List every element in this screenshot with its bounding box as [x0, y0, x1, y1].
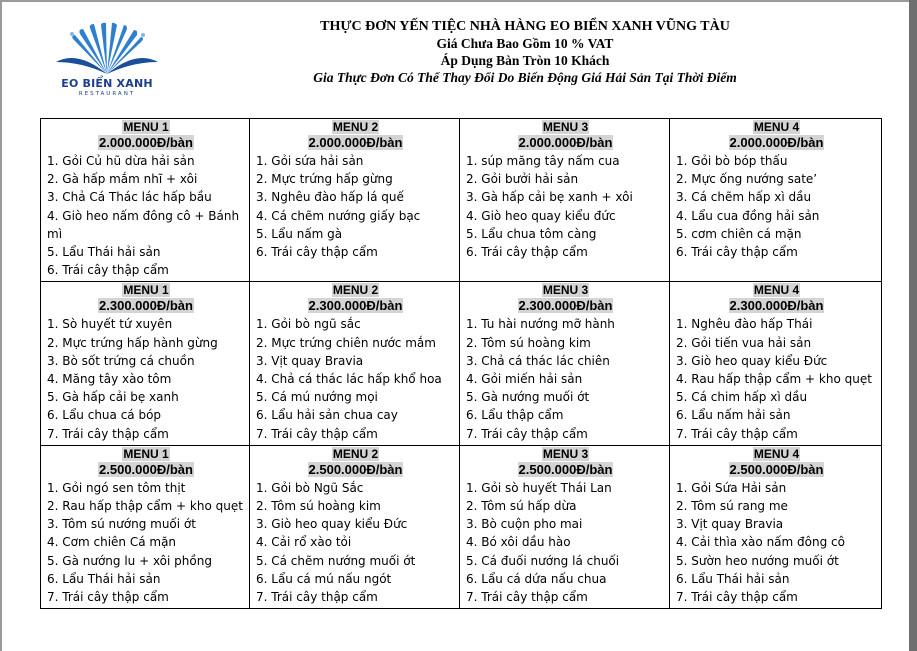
menu-dish-item: 5. Gà nướng muối ớt — [466, 390, 590, 405]
menu-dish-item: 7. Trái cây thập cẩm — [676, 590, 798, 605]
menu-cell — [250, 282, 460, 445]
menu-dish-item: 5. Lẩu nấm gà — [256, 226, 343, 241]
menu-dish-item: 3. Tôm sú nướng muối ớt — [47, 517, 196, 532]
menu-dish-item: 4. Bó xôi dầu hào — [466, 535, 571, 550]
menu-cell — [41, 119, 250, 282]
menu-name — [676, 283, 877, 297]
menu-dish-item: 4. Cá chẽm nướng giấy bạc — [256, 208, 421, 223]
menu-dish-item: 4. Giò heo quay kiểu đức — [466, 208, 616, 223]
menu-cell — [41, 282, 250, 445]
menu-dish-item: 6. Lẩu cá dứa nấu chua — [466, 571, 607, 586]
menu-dish-item: 4. Chả cá thác lác hấp khổ hoa — [256, 372, 442, 387]
menu-dish-item: 3. Bò cuộn pho mai — [466, 517, 583, 532]
menu-cell — [250, 119, 460, 282]
menu-price — [466, 134, 665, 152]
menu-cell — [460, 445, 670, 608]
restaurant-logo — [48, 22, 166, 100]
menu-price — [676, 134, 877, 152]
menu-dish-item: 4. Cơm chiên Cá mặn — [47, 535, 177, 550]
menu-dish-item: 1. Gỏi sứa hải sản — [256, 154, 364, 168]
menu-dish-item: 1. súp măng tây nấm cua — [466, 154, 620, 168]
menu-name-text: MENU 4 — [753, 283, 800, 298]
menu-cell — [460, 282, 670, 445]
menu-dish-item: 5. cơm chiên cá mặn — [676, 226, 802, 241]
menu-name — [47, 120, 245, 134]
menu-price — [676, 297, 877, 315]
menu-dish-item: 6. Trái cây thập cẩm — [256, 245, 378, 260]
logo-name: EO BIỂN XANH — [61, 77, 153, 90]
menu-price — [466, 461, 665, 479]
menu-dish-item: 5. Gà nướng lu + xôi phồng — [47, 553, 212, 568]
menu-price — [466, 297, 665, 315]
menu-dish-item: 6. Lẩu hải sản chua cay — [256, 408, 398, 423]
menu-price-text: 2.500.000Đ/bàn — [99, 461, 193, 477]
menu-cell — [670, 445, 882, 608]
menu-name — [466, 447, 665, 461]
menu-dish-item: 7. Trái cây thập cẩm — [466, 426, 588, 441]
menu-name-text: MENU 3 — [542, 283, 589, 298]
menu-dish-item: 4. Cải rổ xào tỏi — [256, 535, 352, 550]
menu-dish-item: 5. Cá đuối nướng lá chuối — [466, 553, 620, 568]
menu-dish-item: 1. Nghêu đào hấp Thái — [676, 317, 813, 332]
menu-dish-item: 3. Nghêu đào hấp lá quế — [256, 190, 404, 205]
menu-cell — [670, 119, 882, 282]
menu-name — [466, 283, 665, 297]
menu-price-text: 2.500.000Đ/bàn — [308, 461, 403, 477]
menu-dish-item: 1. Gỏi bò ngũ sắc — [256, 317, 361, 332]
menu-tier-row — [41, 119, 882, 282]
menu-dish-item: 2. Tôm sú hoàng kim — [256, 499, 381, 514]
menu-dish-item: 1. Gỏi ngó sen tôm thịt — [47, 480, 186, 495]
menu-dish-item: 4. Măng tây xào tôm — [47, 372, 172, 387]
logo-subtitle: RESTAURANT — [78, 91, 136, 97]
shell-logo-icon — [48, 22, 166, 78]
menu-price-text: 2.300.000Đ/bàn — [518, 298, 613, 314]
menu-dish-item: 5. Lẩu Thái hải sản — [47, 245, 161, 260]
menu-dish-item: 1. Tu hài nướng mỡ hành — [466, 317, 615, 332]
menu-cell — [41, 445, 250, 608]
menu-dish-item: 6. Trái cây thập cẩm — [676, 245, 798, 260]
menu-dish-item: 5. Cá chẽm nướng muối ớt — [256, 553, 416, 568]
table-size-note: Áp Dụng Bàn Tròn 10 Khách — [440, 53, 610, 68]
menu-name — [466, 120, 665, 134]
menu-name — [256, 120, 455, 134]
menu-dish-item: 7. Trái cây thập cẩm — [256, 590, 378, 605]
menu-name-text: MENU 4 — [753, 446, 800, 461]
menu-dish-item: 1. Gỏi bò Ngũ Sắc — [256, 480, 364, 495]
menu-dish-item: 7. Trái cây thập cẩm — [256, 426, 378, 441]
menu-price-text: 2.500.000Đ/bàn — [729, 461, 824, 477]
menu-dish-item: 5. Lẩu chua tôm càng — [466, 226, 597, 241]
menu-name-text: MENU 1 — [123, 283, 169, 298]
menu-dish-item: 2. Gà hấp mắm nhĩ + xôi — [47, 172, 198, 187]
menu-name-text: MENU 3 — [542, 120, 589, 134]
menu-header — [230, 18, 820, 86]
menu-price-text: 2.000.000Đ/bàn — [729, 135, 824, 150]
menu-dish-item: 7. Trái cây thập cẩm — [676, 426, 798, 441]
page-border-left — [0, 0, 2, 651]
menu-dish-item: 5. Sườn heo nướng muối ớt — [676, 553, 839, 568]
menu-price-text: 2.300.000Đ/bàn — [729, 298, 824, 314]
menu-dish-item: 4. Gỏi miến hải sản — [466, 372, 583, 387]
menu-dish-item: 3. Gà hấp cải bẹ xanh + xôi — [466, 190, 633, 205]
price-change-note: Gia Thực Đơn Có Thể Thay Đổi Do Biến Động Giá Hải Sản Tại Thời Điểm — [313, 70, 737, 85]
menu-name — [256, 283, 455, 297]
menu-dish-item: 5. Cá chim hấp xì dầu — [676, 390, 808, 405]
menu-name — [256, 447, 455, 461]
menu-dish-item: 5. Gà hấp cải bẹ xanh — [47, 390, 179, 405]
menu-price-text: 2.000.000Đ/bàn — [99, 135, 193, 150]
menu-price — [47, 297, 245, 315]
menu-price — [47, 134, 245, 152]
menu-tier-row — [41, 445, 882, 608]
menu-price-text: 2.000.000Đ/bàn — [518, 135, 613, 150]
menu-name-text: MENU 2 — [332, 283, 379, 298]
menu-dish-item: 2. Mực trứng hấp gừng — [256, 172, 393, 187]
menu-dish-item: 2. Tôm sú hoàng kim — [466, 335, 591, 350]
menu-dish-item: 2. Gỏi tiến vua hải sản — [676, 335, 812, 350]
menu-dish-item: 1. Gỏi Sứa Hải sản — [676, 480, 787, 495]
menu-dish-item: 4. Cải thìa xào nấm đông cô — [676, 535, 845, 550]
menu-price-text: 2.300.000Đ/bàn — [308, 298, 403, 314]
menu-dish-item: 4. Lẩu cua đồng hải sản — [676, 208, 820, 223]
menu-dish-item: 7. Trái cây thập cẩm — [47, 590, 169, 605]
menu-dish-item: 2. Mực ống nướng sate’ — [676, 172, 818, 187]
menu-dish-item: 2. Mực trứng hấp hành gừng — [47, 335, 218, 350]
menu-price — [256, 297, 455, 315]
menu-dish-item: 6. Lẩu Thái hải sản — [676, 571, 790, 586]
menu-dish-item: 4. Giò heo nấm đông cô + Bánh mì — [47, 208, 240, 241]
menu-price-text: 2.300.000Đ/bàn — [99, 298, 193, 314]
menu-dish-item: 7. Trái cây thập cẩm — [466, 590, 588, 605]
menu-price — [256, 134, 455, 152]
menu-name — [47, 283, 245, 297]
menu-cell — [250, 445, 460, 608]
menu-dish-item: 2. Tôm sú hấp dừa — [466, 499, 577, 514]
menu-dish-item: 1. Gỏi sò huyết Thái Lan — [466, 480, 612, 495]
menu-name-text: MENU 1 — [123, 446, 169, 461]
menu-price-text: 2.500.000Đ/bàn — [518, 461, 613, 477]
menu-dish-item: 6. Lẩu thập cẩm — [466, 408, 564, 423]
menu-dish-item: 3. Giò heo quay kiểu Đức — [256, 517, 408, 532]
vat-note: Giá Chưa Bao Gồm 10 % VAT — [436, 36, 614, 51]
menu-dish-item: 2. Rau hấp thập cẩm + kho quẹt — [47, 499, 243, 514]
scrollbar-edge — [909, 0, 917, 651]
menu-dish-item: 3. Cá chẽm hấp xì dầu — [676, 190, 812, 205]
menu-dish-item: 3. Bò sốt trứng cá chuồn — [47, 353, 195, 368]
menu-dish-item: 1. Sò huyết tứ xuyên — [47, 317, 173, 332]
menu-dish-item: 7. Trái cây thập cẩm — [47, 426, 169, 441]
menu-name-text: MENU 3 — [542, 446, 589, 461]
menu-dish-item: 3. Giò heo quay kiểu Đức — [676, 353, 828, 368]
menu-cell — [460, 119, 670, 282]
menu-dish-item: 2. Mực trứng chiên nước mắm — [256, 335, 436, 350]
menu-name-text: MENU 2 — [332, 120, 379, 134]
menu-name — [676, 120, 877, 134]
menu-dish-item: 1. Gỏi bò bóp thấu — [676, 154, 788, 168]
menu-name — [47, 447, 245, 461]
menu-dish-item: 5. Cá mú nướng mọi — [256, 390, 378, 405]
menu-dish-item: 6. Lẩu Thái hải sản — [47, 571, 161, 586]
menu-dish-item: 2. Tôm sú rang me — [676, 499, 788, 514]
menu-name-text: MENU 2 — [332, 446, 379, 461]
menu-dish-item: 6. Lẩu nấm hải sản — [676, 408, 791, 423]
page-border-top — [0, 0, 917, 2]
menu-price — [676, 461, 877, 479]
menu-dish-item: 6. Trái cây thập cẩm — [466, 245, 588, 260]
menu-name-text: MENU 1 — [123, 120, 169, 134]
menu-dish-item: 4. Rau hấp thập cẩm + kho quẹt — [676, 372, 872, 387]
menu-dish-item: 6. Lẩu chua cá bóp — [47, 408, 162, 423]
menu-dish-item: 6. Trái cây thập cẩm — [47, 263, 169, 278]
menu-cell — [670, 282, 882, 445]
menu-price — [256, 461, 455, 479]
menu-table — [40, 118, 882, 609]
menu-name-text: MENU 4 — [753, 120, 800, 134]
menu-tier-row — [41, 282, 882, 445]
menu-dish-item: 3. Vịt quay Bravia — [676, 517, 784, 532]
menu-dish-item: 3. Chả Cá Thác lác hấp bầu — [47, 190, 212, 205]
menu-name — [676, 447, 877, 461]
menu-dish-item: 3. Vịt quay Bravia — [256, 353, 364, 368]
menu-dish-item: 6. Lẩu cá mú nấu ngót — [256, 571, 392, 586]
menu-dish-item: 3. Chả cá thác lác chiên — [466, 353, 610, 368]
page-title: THỰC ĐƠN YẾN TIỆC NHÀ HÀNG EO BIỂN XANH VŨNG TÀU — [320, 19, 730, 34]
menu-price-text: 2.000.000Đ/bàn — [308, 135, 403, 150]
menu-dish-item: 1. Gỏi Củ hũ dừa hải sản — [47, 154, 195, 168]
menu-dish-item: 2. Gỏi bưởi hải sản — [466, 172, 579, 187]
menu-price — [47, 461, 245, 479]
